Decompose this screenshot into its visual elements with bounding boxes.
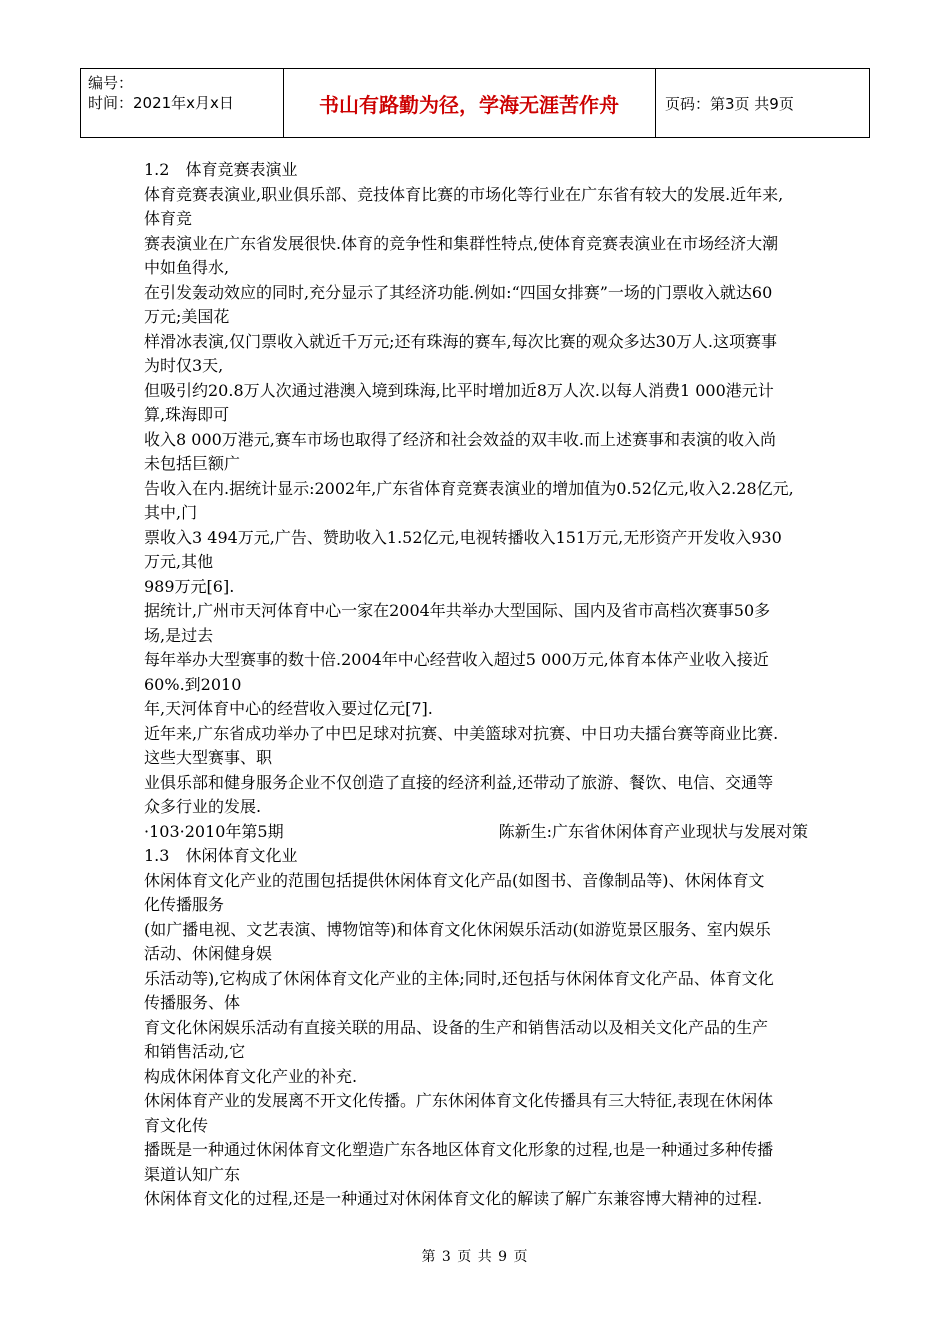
text-line: 业俱乐部和健身服务企业不仅创造了直接的经济利益,还带动了旅游、餐饮、电信、交通等 [144, 772, 774, 792]
header-divider [655, 69, 656, 137]
text-line: 这些大型赛事、职 [144, 748, 273, 767]
text-line: 样滑冰表演,仅门票收入就近千万元;还有珠海的赛车,每次比赛的观众多达30万人.这项赛事 [144, 331, 778, 351]
text-line: 渠道认知广东 [144, 1164, 241, 1184]
running-head-right: 陈新生:广东省休闲体育产业现状与发展对策 [498, 821, 808, 841]
page-footer: 第 3 页 共 9 页 [421, 1249, 529, 1265]
text-line: 年,天河体育中心的经营收入要过亿元[7]. [144, 699, 433, 718]
body-text [144, 158, 814, 1212]
header-divider [80, 69, 81, 137]
text-line: 但吸引约20.8万人次通过港澳入境到珠海,比平时增加近8万人次.以每人消费1 000港元计 [144, 380, 774, 400]
text-line: 体育竞 [144, 209, 193, 228]
section-1-3 [144, 844, 814, 1212]
text-line: 场,是过去 [144, 625, 214, 645]
text-line: 休闲体育文化的过程,还是一种通过对休闲体育文化的解读了解广东兼容博大精神的过程. [144, 1189, 763, 1208]
text-line: 活动、休闲健身娱 [144, 944, 273, 963]
text-line: 传播服务、体 [144, 993, 241, 1012]
text-line: 化传播服务 [144, 895, 225, 914]
section-1-2 [144, 158, 814, 820]
text-line: 在引发轰动效应的同时,充分显示了其经济功能.例如:“四国女排赛”一场的门票收入就达60 [144, 282, 773, 302]
text-line: 收入8 000万港元,赛车市场也取得了经济和社会效益的双丰收.而上述赛事和表演的收入尚 [144, 429, 776, 449]
text-line: 构成休闲体育文化产业的补充. [144, 1066, 358, 1086]
text-line: 60%.到2010 [144, 674, 242, 694]
number-label: 编号： [88, 74, 134, 92]
page-header [80, 68, 870, 138]
header-meta [88, 73, 234, 113]
text-line: 休闲体育文化产业的范围包括提供休闲体育文化产品(如图书、音像制品等)、休闲体育文 [144, 870, 765, 890]
text-line: 算,珠海即可 [144, 405, 230, 424]
date-label: 时间：2021年x月x日 [88, 94, 234, 112]
text-line: 和销售活动,它 [144, 1042, 246, 1061]
text-line: 未包括巨额广 [144, 454, 241, 473]
text-line: 赛表演业在广东省发展很快.体育的竞争性和集群性特点,使体育竞赛表演业在市场经济大潮 [144, 233, 779, 253]
running-head-left: ·103·2010年第5期 [144, 821, 284, 841]
text-line: 近年来,广东省成功举办了中巴足球对抗赛、中美篮球对抗赛、中日功夫擂台赛等商业比赛. [144, 723, 779, 743]
text-line: 万元,其他 [144, 552, 214, 571]
text-line: 票收入3 494万元,广告、赞助收入1.52亿元,电视转播收入151万元,无形资产开发收入930 [144, 527, 782, 547]
page-info: 页码：第3页 共9页 [665, 94, 794, 113]
text-line: 其中,门 [144, 503, 198, 522]
text-line: 989万元[6]. [144, 576, 235, 596]
text-line: 告收入在内.据统计显示:2002年,广东省体育竞赛表演业的增加值为0.52亿元,收入2.28亿元, [144, 478, 794, 498]
text-line: 播既是一种通过休闲体育文化塑造广东各地区体育文化形象的过程,也是一种通过多种传播 [144, 1140, 774, 1159]
text-line: 育文化传 [144, 1115, 209, 1135]
text-line: 中如鱼得水, [144, 258, 230, 277]
text-line: 众多行业的发展. [144, 797, 262, 816]
text-line: 万元;美国花 [144, 307, 230, 326]
text-line: 休闲体育产业的发展离不开文化传播。广东休闲体育文化传播具有三大特征,表现在休闲体 [144, 1091, 774, 1110]
motto: 书山有路勤为径，学海无涯苦作舟 [319, 92, 619, 117]
text-line: 据统计,广州市天河体育中心一家在2004年共举办大型国际、国内及省市高档次赛事50多 [144, 601, 771, 620]
text-line: (如广播电视、文艺表演、博物馆等)和体育文化休闲娱乐活动(如游览景区服务、室内娱乐 [144, 919, 771, 939]
running-head [144, 820, 808, 845]
text-line: 乐活动等),它构成了休闲体育文化产业的主体;同时,还包括与休闲体育文化产品、体育文化 [144, 968, 774, 988]
header-divider [869, 69, 870, 137]
text-line: 1.2 体育竞赛表演业 [144, 160, 298, 179]
text-line: 体育竞赛表演业,职业俱乐部、竞技体育比赛的市场化等行业在广东省有较大的发展.近年来, [144, 184, 784, 204]
text-line: 为时仅3天, [144, 356, 224, 375]
text-line: 每年举办大型赛事的数十倍.2004年中心经营收入超过5 000万元,体育本体产业收入接近 [144, 650, 769, 669]
text-line: 育文化休闲娱乐活动有直接关联的用品、设备的生产和销售活动以及相关文化产品的生产 [144, 1017, 769, 1037]
text-line: 1.3 休闲体育文化业 [144, 846, 298, 865]
